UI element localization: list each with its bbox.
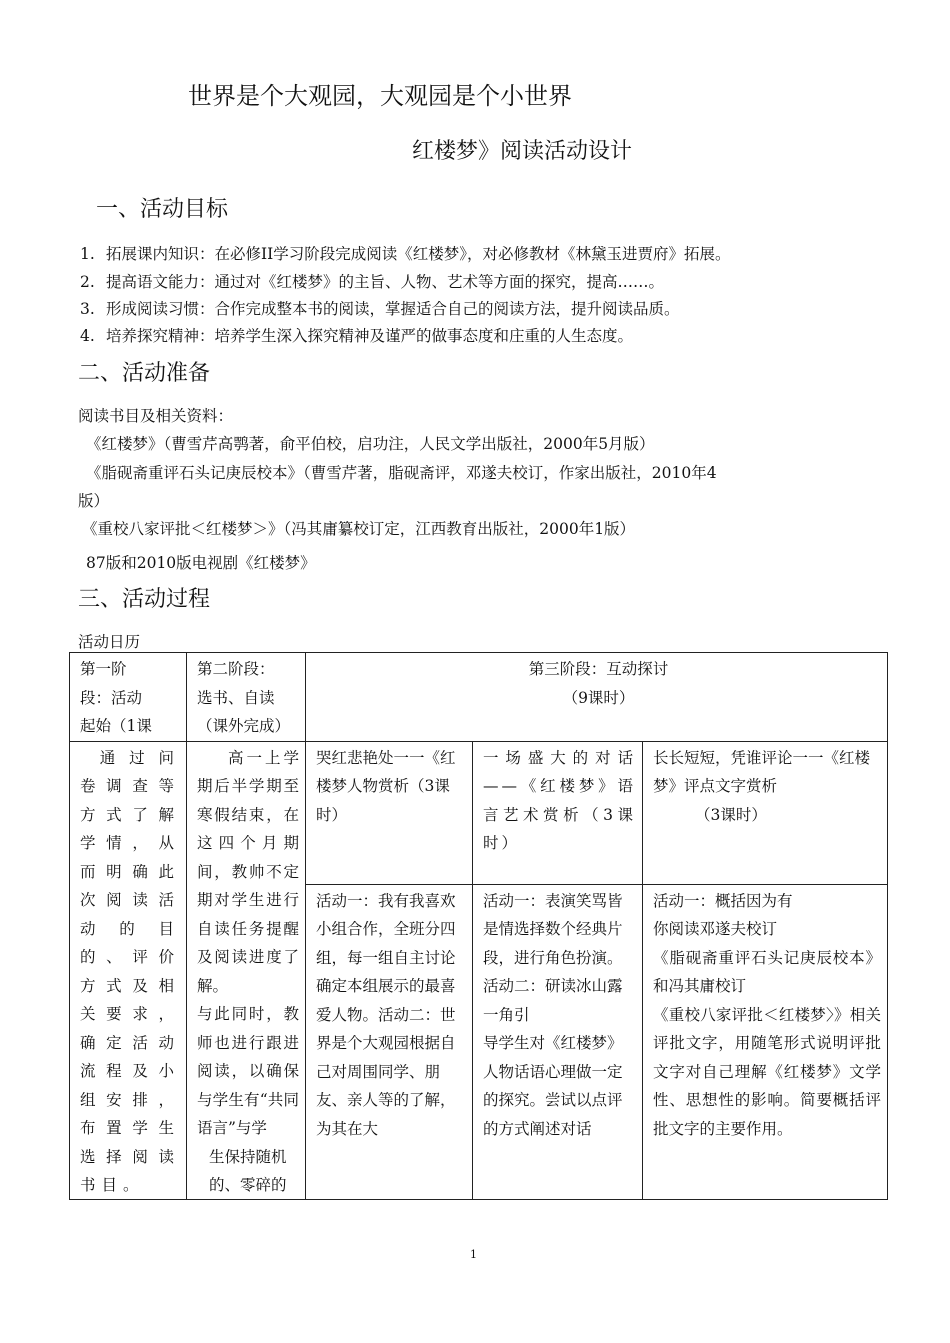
table-header-row [70, 653, 888, 742]
stage2-header-line: （课外完成） [197, 717, 291, 735]
stage2-body-line: 的、零碎的 [209, 1176, 287, 1194]
stage2-body-wrap [197, 744, 299, 1196]
sub-stage-activities-para: 导学生对《红楼梦》人物话语心理做一定的探究。尝试以点评的方式阐述对话 [483, 1034, 623, 1138]
goal-number: 3. [80, 300, 95, 318]
table-row [70, 741, 888, 884]
stage2-body-para: 与此同时，教师也进行跟进阅读，以确保与学生有“共同语言”与学 [197, 1005, 299, 1137]
reading-list-item-cont: 版） [78, 492, 110, 510]
stage3-header-title: 第三阶段：互动探讨 [528, 660, 669, 678]
stage2-body-line: 生保持随机 [209, 1147, 287, 1166]
sub-stage-activities-para: 你阅读邓遂夫校订 [653, 920, 778, 938]
sub-stage-title-language [473, 741, 643, 884]
reading-list-item: 《重校八家评批＜红楼梦＞》（冯其庸纂校订定，江西教育出版社，2000年1版） [82, 520, 636, 538]
stage2-header-line: 第二阶段： [197, 660, 275, 678]
reading-list-intro: 阅读书目及相关资料： [78, 407, 234, 425]
sub-stage-title-characters [306, 741, 473, 884]
sub-stage-activities-wrap [653, 887, 881, 1199]
stage3-header [306, 653, 888, 742]
sub-stage-activities-characters [306, 884, 473, 1199]
reading-list-item: 87版和2010版电视剧《红楼梦》 [86, 554, 316, 572]
sub-stage-title-text: 哭红悲艳处一一《红楼梦人物赏析（3课时） [316, 748, 456, 824]
goal-number: 2. [80, 273, 95, 291]
reading-list-item: 《脂砚斋重评石头记庚辰校本》（曹雪芹著，脂砚斋评，邓遂夫校订，作家出版社，2010年4 [86, 464, 717, 482]
page-title: 世界是个大观园，大观园是个小世界 [188, 82, 572, 110]
sub-stage-activities-para: 《重校八家评批＜红楼梦〉》相关评批文字，用随笔形式说明评批文字对自己理解《红楼梦》文学性、思想性的影响。简要概括评批文字的主要作用。 [653, 1005, 881, 1138]
sub-stage-title-text: 长长短短，凭谁评论一一《红楼梦》评点文字赏析 [653, 748, 871, 795]
sub-stage-activities-para: 活动一：表演笑骂皆是情选择数个经典片段，进行角色扮演。 [483, 891, 623, 967]
goal-item [80, 270, 664, 292]
sub-stage-title-commentary [643, 741, 888, 884]
sub-stage-activities-para: 《脂砚斋重评石头记庚辰校本》和冯其庸校订 [653, 948, 881, 995]
section-heading-goals: 一、活动目标 [96, 197, 229, 222]
sub-stage-activities-language [473, 884, 643, 1199]
stage3-header-hours: （9课时） [562, 688, 635, 707]
goal-item [80, 324, 633, 346]
page-subtitle: 红楼梦》阅读活动设计 [412, 139, 633, 164]
stage1-body-text: 通过问卷调查等方式了解学情，从而明确此次阅读活动的目的、评价方式及相关要求，确定活动流程及小组安排，布置学生选择阅读书目。 [80, 748, 180, 1194]
stage2-header [187, 653, 306, 742]
stage1-header-line: 段：活动 [80, 688, 143, 707]
goal-text: 拓展课内知识：在必修II学习阶段完成阅读《红楼梦》，对必修教材《林黛玉进贾府》拓展。 [106, 245, 731, 263]
goal-item [80, 242, 731, 264]
goal-text: 形成阅读习惯：合作完成整本书的阅读，掌握适合自己的阅读方法，提升阅读品质。 [106, 300, 680, 318]
section-heading-preparation: 二、活动准备 [78, 361, 211, 386]
goal-number: 4. [80, 327, 95, 345]
stage2-body-para: 高一上学期后半学期至寒假结束，在这四个月期间，教帅不定期对学生进行自读任务提醒及阅读进度了解。 [197, 748, 299, 995]
stage1-header-line: 起始（1课 [80, 717, 152, 735]
stage1-body [70, 741, 187, 1199]
stage1-header [70, 653, 187, 742]
goal-text: 培养探究精神：培养学生深入探究精神及谨严的做事态度和庄重的人生态度。 [106, 327, 634, 345]
activity-calendar-table [69, 652, 888, 1200]
goal-text: 提高语文能力：通过对《红楼梦》的主旨、人物、艺术等方面的探究，提高……。 [106, 273, 665, 291]
reading-list-item: 《红楼梦》（曹雪芹高鹗著，俞平伯校，启功注，人民文学出版社，2000年5月版） [86, 435, 655, 453]
stage1-header-line: 第一阶 [80, 660, 127, 678]
sub-stage-title-text: 一场盛大的对话——《红楼梦》语言艺术赏析（3课时） [483, 748, 636, 852]
sub-stage-activities-wrap [483, 887, 636, 1199]
sub-stage-activities-text: 活动一：我有我喜欢小组合作，全班分四组，每一组自主讨论确定本组展示的最喜爱人物。活动二：世界是个大观园根据自己对周围同学、朋友、亲人等的了解，为其在大 [316, 891, 456, 1138]
sub-stage-activities-para: 活动一：概括因为有 [653, 891, 793, 910]
sub-stage-activities-commentary [643, 884, 888, 1199]
section-heading-process: 三、活动过程 [78, 587, 211, 612]
sub-stage-activities-para: 活动二：研读冰山露一角引 [483, 977, 623, 1024]
goal-number: 1. [80, 245, 95, 263]
sub-stage-title-hours: （3课时） [695, 805, 767, 824]
goal-item [80, 297, 680, 319]
stage2-body [187, 741, 306, 1199]
page-number: 1 [470, 1248, 477, 1261]
stage2-header-line: 选书、自读 [197, 688, 275, 707]
calendar-label: 活动日历 [78, 633, 141, 651]
